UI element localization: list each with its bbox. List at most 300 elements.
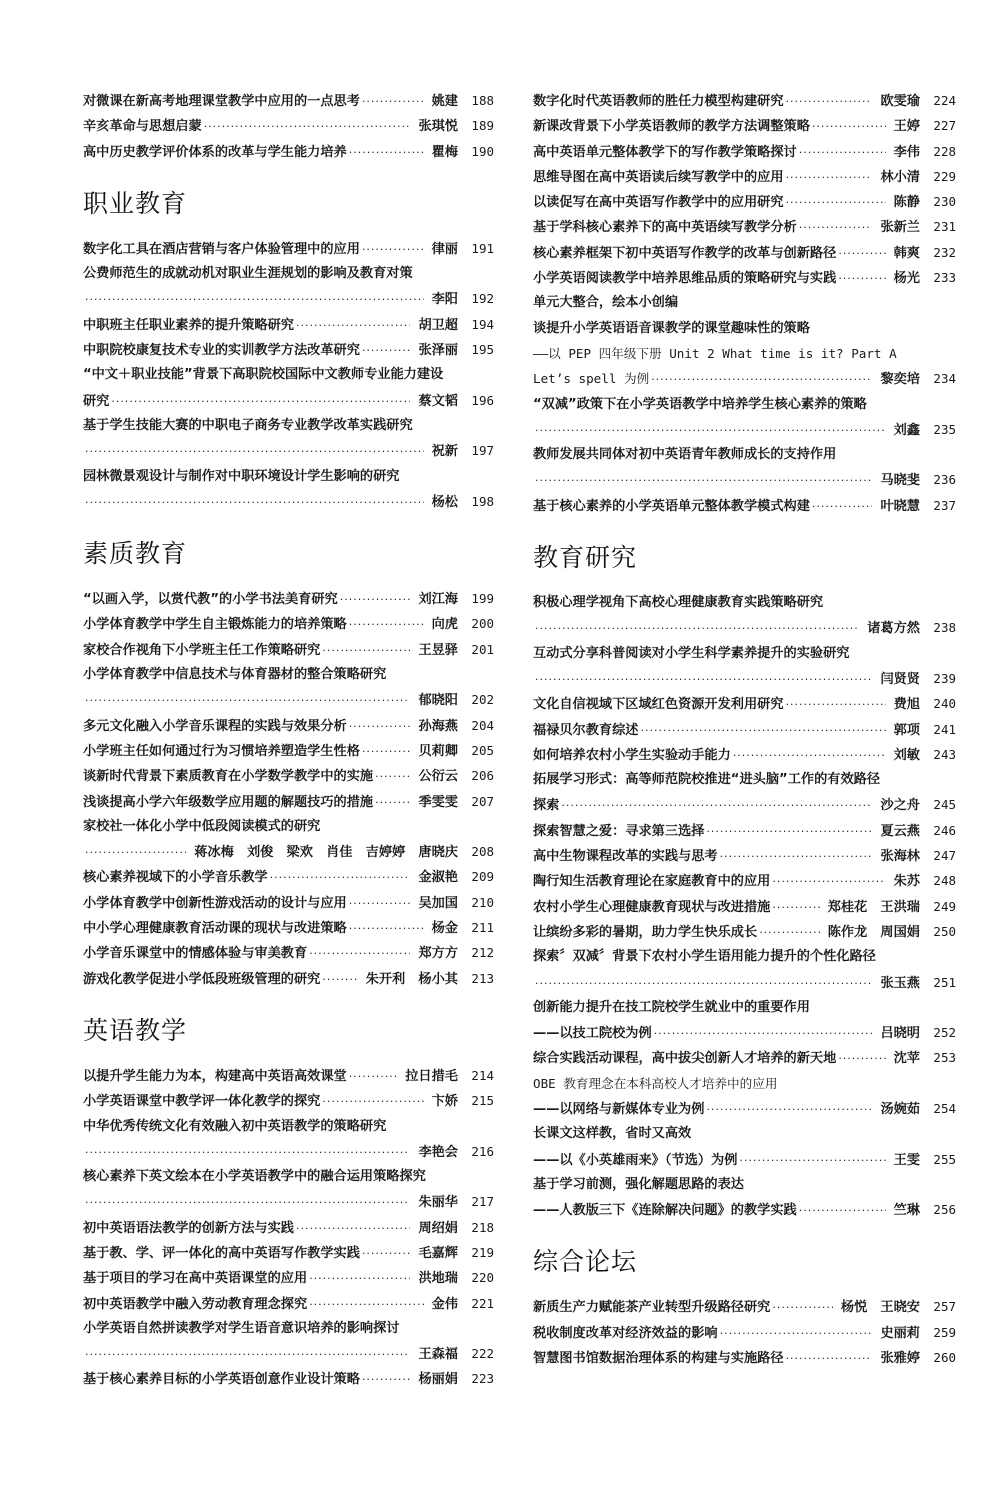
entry-page-number: 220 <box>471 1270 494 1286</box>
toc-entry[interactable] <box>533 1345 956 1370</box>
entry-title-text: 高中英语单元整体教学下的写作教学策略探讨 <box>533 144 797 160</box>
entry-title-text: “以画入学，以赏代教”的小学书法美育研究 <box>83 592 338 608</box>
dot-leader <box>838 1046 885 1071</box>
dot-leader <box>85 439 424 464</box>
entry-page-number: 251 <box>933 974 956 990</box>
dot-leader <box>362 739 411 764</box>
entry-page-number: 250 <box>933 923 956 939</box>
entry-page-number: 241 <box>933 721 956 737</box>
toc-entry[interactable] <box>533 493 956 518</box>
entry-page-number: 202 <box>471 692 494 708</box>
toc-entry[interactable] <box>533 717 956 742</box>
entry-author: 王森福 <box>418 1347 458 1363</box>
entry-page-number: 239 <box>933 670 956 686</box>
toc-entry-line <box>533 792 956 817</box>
dot-leader <box>322 1089 423 1114</box>
entry-title-text: 智慧图书馆数据治理体系的构建与实施路径 <box>533 1351 784 1367</box>
entry-title-text: 高中生物课程改革的实践与思考 <box>533 849 718 865</box>
dot-leader <box>799 140 886 165</box>
entry-title-text: ——以 PEP 四年级下册 Unit 2 What time is it? Part A <box>533 345 897 361</box>
toc-entry-line <box>533 1071 956 1096</box>
entry-author: 向虎 <box>431 617 458 633</box>
entry-author: 汤婉茹 <box>880 1101 920 1117</box>
toc-entry-line <box>533 1294 956 1319</box>
toc-entry-line <box>83 864 494 889</box>
toc-entry[interactable] <box>533 919 956 944</box>
toc-entry-line <box>533 139 956 164</box>
entry-author: 叶晓慧 <box>880 498 920 514</box>
toc-entry-line <box>533 341 956 366</box>
toc-entry[interactable] <box>533 392 956 443</box>
dot-leader <box>759 920 820 945</box>
entry-author: 夏云燕 <box>880 823 920 839</box>
toc-entry-line <box>533 164 956 189</box>
toc-entry-line <box>83 662 494 687</box>
toc-entry[interactable] <box>83 139 494 164</box>
entry-title-text: 多元文化融入小学音乐课程的实践与效果分析 <box>83 718 347 734</box>
toc-entry-line <box>83 113 494 138</box>
toc-entry-line <box>533 467 956 492</box>
entry-author: 刘江海 <box>418 592 458 608</box>
entry-author: 蔡文韬 <box>418 393 458 409</box>
dot-leader <box>85 1140 410 1165</box>
entry-title-text: 小学班主任如何通过行为习惯培养塑造学生性格 <box>83 743 360 759</box>
toc-section <box>533 88 956 518</box>
toc-entry[interactable] <box>83 88 494 113</box>
entry-author: 王昱驿 <box>418 642 458 658</box>
entry-page-number: 223 <box>471 1371 494 1387</box>
toc-entry-line <box>83 940 494 965</box>
entry-page-number: 256 <box>933 1202 956 1218</box>
toc-right-column <box>533 88 956 1370</box>
toc-entry[interactable] <box>83 890 494 915</box>
entry-title-text: “中文＋职业技能”背景下高职院校国际中文教师专业能力建设 <box>83 367 444 383</box>
toc-entry[interactable] <box>533 590 956 641</box>
toc-entry-line <box>83 586 494 611</box>
toc-entry[interactable] <box>533 742 956 767</box>
toc-entry[interactable] <box>533 818 956 843</box>
entry-title-text: 陶行知生活教育理论在家庭教育中的应用 <box>533 874 771 890</box>
dot-leader <box>362 338 411 363</box>
entry-author: 诸葛方然 <box>867 621 920 637</box>
toc-entry[interactable] <box>533 164 956 189</box>
entry-page-number: 217 <box>471 1194 494 1210</box>
toc-entry[interactable] <box>83 586 494 611</box>
entry-title-text: 小学英语阅读教学中培养思维品质的策略研究与实践 <box>533 271 837 287</box>
toc-section <box>533 1244 956 1370</box>
entry-title-text: 文化自信视域下区域红色资源开发利用研究 <box>533 697 784 713</box>
entry-title-text: 核心素养框架下初中英语写作教学的改革与创新路径 <box>533 245 837 261</box>
toc-entry[interactable] <box>533 995 956 1046</box>
entry-page-number: 201 <box>471 641 494 657</box>
entry-page-number: 208 <box>471 844 494 860</box>
entry-title-text: 探索 <box>533 798 560 814</box>
entry-page-number: 190 <box>471 143 494 159</box>
entry-page-number: 228 <box>933 143 956 159</box>
toc-entry[interactable] <box>533 240 956 265</box>
toc-entry-line <box>83 763 494 788</box>
entry-author: 金伟 <box>431 1296 458 1312</box>
toc-entry[interactable] <box>533 767 956 818</box>
entry-author: 瞿梅 <box>431 144 458 160</box>
toc-entry-line <box>533 1172 956 1197</box>
entry-page-number: 200 <box>471 616 494 632</box>
entry-title-text: 农村小学生心理健康教育现状与改进措施 <box>533 899 771 915</box>
toc-entry[interactable] <box>83 1240 494 1265</box>
entry-title-text: 教师发展共同体对初中英语青年教师成长的支持作用 <box>533 447 837 463</box>
entry-title-text: 高中历史教学评价体系的改革与学生能力培养 <box>83 144 347 160</box>
toc-entry[interactable] <box>533 214 956 239</box>
toc-entry-line <box>533 417 956 442</box>
dot-leader <box>309 1292 423 1317</box>
toc-entry-line <box>83 312 494 337</box>
dot-leader <box>349 714 411 739</box>
toc-entry-line <box>533 717 956 742</box>
entry-title-text: 福禄贝尔教育综述 <box>533 722 639 738</box>
toc-entry-line <box>533 240 956 265</box>
dot-leader <box>349 891 411 916</box>
dot-leader <box>535 667 872 692</box>
toc-entry-line <box>83 637 494 662</box>
toc-entry[interactable] <box>83 1088 494 1113</box>
toc-entry[interactable] <box>83 814 494 865</box>
toc-entry[interactable] <box>83 236 494 261</box>
entry-page-number: 237 <box>933 497 956 513</box>
dot-leader <box>322 638 410 663</box>
toc-entry[interactable] <box>533 139 956 164</box>
toc-entry-line <box>83 738 494 763</box>
entry-title-text: 数字化工具在酒店营销与客户体验管理中的应用 <box>83 241 360 257</box>
entry-author: 沙之舟 <box>880 798 920 814</box>
toc-entry-line <box>533 290 956 315</box>
dot-leader <box>349 1064 398 1089</box>
dot-leader <box>535 616 859 641</box>
dot-leader <box>739 1148 885 1173</box>
toc-entry[interactable] <box>83 1114 494 1165</box>
entry-page-number: 210 <box>471 894 494 910</box>
entry-title-text: 基于学科核心素养下的高中英语续写教学分析 <box>533 220 797 236</box>
toc-entry[interactable] <box>533 868 956 893</box>
entry-title-text: 小学英语自然拼读教学对学生语音意识培养的影响探讨 <box>83 1320 400 1336</box>
entry-author: 律丽 <box>431 241 458 257</box>
entry-title-text: 小学英语课堂中教学评一体化教学的探究 <box>83 1094 321 1110</box>
entry-author: 洪地瑞 <box>418 1271 458 1287</box>
entry-author: 吕晓明 <box>880 1026 920 1042</box>
toc-entry[interactable] <box>83 1215 494 1240</box>
dot-leader <box>651 367 872 392</box>
toc-entry-line <box>83 464 494 489</box>
entry-page-number: 227 <box>933 118 956 134</box>
toc-entry-line <box>83 789 494 814</box>
dot-leader <box>535 971 872 996</box>
entry-title-text: 小学音乐课堂中的情感体验与审美教育 <box>83 946 308 962</box>
entry-author: 周绍娟 <box>418 1220 458 1236</box>
entry-title-text: 园林微景观设计与制作对中职环境设计学生影响的研究 <box>83 468 400 484</box>
toc-entry-line <box>533 590 956 615</box>
dot-leader <box>812 494 873 519</box>
toc-entry-line <box>533 1096 956 1121</box>
toc-entry-line <box>83 1088 494 1113</box>
toc-entry[interactable] <box>83 940 494 965</box>
entry-page-number: 199 <box>471 591 494 607</box>
toc-entry-line <box>533 265 956 290</box>
toc-entry[interactable] <box>533 189 956 214</box>
toc-entry-line <box>83 1316 494 1341</box>
toc-entry[interactable] <box>533 290 956 391</box>
entry-title-text: ——人教版三下《连除解决问题》的教学实践 <box>533 1203 797 1219</box>
toc-entry-line <box>83 687 494 712</box>
toc-entry-line <box>533 366 956 391</box>
entry-page-number: 205 <box>471 742 494 758</box>
toc-entry[interactable] <box>83 261 494 312</box>
entry-title-text: 研究 <box>83 393 110 409</box>
entry-page-number: 259 <box>933 1324 956 1340</box>
entry-page-number: 245 <box>933 797 956 813</box>
toc-entry-line <box>533 691 956 716</box>
dot-leader <box>349 916 424 941</box>
entry-page-number: 230 <box>933 194 956 210</box>
toc-entry-line <box>533 1147 956 1172</box>
dot-leader <box>812 114 886 139</box>
entry-page-number: 247 <box>933 848 956 864</box>
toc-entry[interactable] <box>533 88 956 113</box>
entry-author: 毛嘉辉 <box>418 1245 458 1261</box>
entry-author: 竺琳 <box>893 1203 920 1219</box>
entry-page-number: 224 <box>933 93 956 108</box>
toc-entry-line <box>83 1139 494 1164</box>
entry-title-text: 拓展学习形式：高等师范院校推进“进头脑”工作的有效路径 <box>533 772 881 788</box>
toc-entry-line <box>83 1265 494 1290</box>
toc-entry[interactable] <box>533 1294 956 1319</box>
toc-entry-line <box>83 337 494 362</box>
entry-author: 李阳 <box>431 292 458 308</box>
entry-author: 李伟 <box>893 144 920 160</box>
dot-leader <box>535 418 886 443</box>
entry-author: 郁晓阳 <box>418 693 458 709</box>
entry-title-text: 数字化时代英语教师的胜任力模型构建研究 <box>533 94 784 109</box>
entry-page-number: 234 <box>933 371 956 387</box>
entry-title-text: 新课改背景下小学英语教师的教学方法调整策略 <box>533 119 810 135</box>
entry-page-number: 218 <box>471 1219 494 1235</box>
entry-author: 姚建 <box>431 94 458 109</box>
entry-title-text: 互动式分享科普阅读对小学生科学素养提升的实验研究 <box>533 645 850 661</box>
toc-entry-line <box>533 970 956 995</box>
entry-title-text: 中小学心理健康教育活动课的现状与改进策略 <box>83 921 347 937</box>
entry-title-text: 创新能力提升在技工院校学生就业中的重要作用 <box>533 999 810 1015</box>
entry-page-number: 235 <box>933 421 956 437</box>
entry-title-text: 长课文这样教，省时又高效 <box>533 1126 692 1142</box>
toc-entry-line <box>83 814 494 839</box>
toc-entry[interactable] <box>533 843 956 868</box>
entry-page-number: 252 <box>933 1025 956 1041</box>
entry-page-number: 238 <box>933 620 956 636</box>
toc-entry-line <box>83 388 494 413</box>
entry-author: 张雅婷 <box>880 1351 920 1367</box>
entry-page-number: 215 <box>471 1093 494 1109</box>
entry-author: 胡卫超 <box>418 317 458 333</box>
entry-author: 贝莉卿 <box>418 743 458 759</box>
toc-entry[interactable] <box>83 966 494 991</box>
toc-entry[interactable] <box>83 789 494 814</box>
dot-leader <box>799 215 873 240</box>
entry-page-number: 209 <box>471 869 494 885</box>
entry-title-text: ——以《小英雄雨来》（节选）为例 <box>533 1152 738 1168</box>
entry-title-text: 公费师范生的成就动机对职业生涯规划的影响及教育对策 <box>83 266 413 282</box>
toc-entry-line <box>533 1345 956 1370</box>
entry-title-text: 让缤纷多彩的暑期，助力学生快乐成长 <box>533 924 758 940</box>
toc-entry[interactable] <box>533 944 956 995</box>
entry-title-text: 思维导图在高中英语读后续写教学中的应用 <box>533 169 784 185</box>
section-heading: 素质教育 <box>83 539 188 569</box>
entry-author: 祝新 <box>431 444 458 460</box>
toc-entry[interactable] <box>533 1045 956 1070</box>
entry-author: 卞娇 <box>431 1094 458 1110</box>
dot-leader <box>85 287 424 312</box>
entry-author: 李艳会 <box>418 1144 458 1160</box>
toc-entry-line <box>83 1164 494 1189</box>
toc-entry[interactable] <box>83 738 494 763</box>
entry-author: 陈作龙 周国娟 <box>827 924 920 940</box>
entry-page-number: 196 <box>471 392 494 408</box>
dot-leader <box>641 718 886 743</box>
toc-entry-line <box>83 966 494 991</box>
toc-entry[interactable] <box>533 691 956 716</box>
entry-page-number: 229 <box>933 168 956 184</box>
dot-leader <box>375 764 410 789</box>
toc-entry[interactable] <box>83 362 494 413</box>
entry-author: 吴加国 <box>418 895 458 911</box>
toc-entry-line <box>533 189 956 214</box>
entry-page-number: 216 <box>471 1143 494 1159</box>
toc-entry[interactable] <box>83 1366 494 1391</box>
toc-entry[interactable] <box>83 763 494 788</box>
entry-author: 杨金 <box>431 921 458 937</box>
toc-entry[interactable] <box>83 713 494 738</box>
toc-entry[interactable] <box>533 1121 956 1172</box>
section-heading: 职业教育 <box>83 188 188 218</box>
toc-entry[interactable] <box>83 915 494 940</box>
entry-author: 金淑艳 <box>418 870 458 886</box>
entry-title-text: 对微课在新高考地理课堂教学中应用的一点思考 <box>83 94 360 109</box>
entry-page-number: 207 <box>471 793 494 809</box>
toc-entry[interactable] <box>83 637 494 662</box>
toc-entry-line <box>533 818 956 843</box>
entry-page-number: 211 <box>471 920 494 936</box>
entry-page-number: 189 <box>471 118 494 134</box>
toc-entry[interactable] <box>533 442 956 493</box>
entry-title-text: 家校合作视角下小学班主任工作策略研究 <box>83 642 321 658</box>
toc-entry[interactable] <box>83 1316 494 1367</box>
dot-leader <box>535 468 872 493</box>
entry-title-text: 税收制度改革对经济效益的影响 <box>533 1325 718 1341</box>
entry-title-text: Let’s spell 为例 <box>533 371 650 387</box>
toc-entry-line <box>533 88 956 113</box>
toc-left-column <box>83 88 494 1392</box>
toc-entry[interactable] <box>83 113 494 138</box>
section-heading: 综合论坛 <box>533 1247 638 1277</box>
entry-title-text: 辛亥革命与思想启蒙 <box>83 119 202 135</box>
dot-leader <box>204 114 411 139</box>
section-heading: 教育研究 <box>533 543 638 573</box>
toc-entry-line <box>83 611 494 636</box>
dot-leader <box>720 1321 873 1346</box>
toc-entry[interactable] <box>533 641 956 692</box>
toc-entry[interactable] <box>83 611 494 636</box>
entry-title-text: 游戏化教学促进小学低段班级管理的研究 <box>83 971 321 987</box>
toc-entry[interactable] <box>533 894 956 919</box>
entry-page-number: 195 <box>471 342 494 358</box>
toc-entry[interactable] <box>83 662 494 713</box>
dot-leader <box>270 865 411 890</box>
entry-author: 马晓斐 <box>880 473 920 489</box>
entry-title-text: 以提升学生能力为本，构建高中英语高效课堂 <box>83 1068 347 1084</box>
toc-entry-line <box>533 392 956 417</box>
entry-title-text: 基于学习前测，强化解题思路的表达 <box>533 1176 744 1192</box>
toc-entry[interactable] <box>83 312 494 337</box>
toc-entry-line <box>83 362 494 387</box>
entry-author: 刘敏 <box>893 747 920 763</box>
toc-entry-line <box>533 1320 956 1345</box>
entry-page-number: 213 <box>471 970 494 986</box>
toc-entry-line <box>83 261 494 286</box>
dot-leader <box>772 1295 833 1320</box>
toc-entry[interactable] <box>533 265 956 290</box>
dot-leader <box>340 587 411 612</box>
entry-page-number: 206 <box>471 768 494 784</box>
entry-title-text: 探索智慧之爱：寻求第三选择 <box>533 823 705 839</box>
toc-entry-line <box>83 1291 494 1316</box>
entry-title-text: 单元大整合，绘本小创编 <box>533 295 679 311</box>
entry-page-number: 222 <box>471 1346 494 1362</box>
toc-entry[interactable] <box>83 337 494 362</box>
toc-section <box>83 88 494 164</box>
toc-entry-line <box>83 1341 494 1366</box>
toc-entry[interactable] <box>83 864 494 889</box>
dot-leader <box>85 1190 410 1215</box>
entry-author: 郑方方 <box>418 946 458 962</box>
toc-entry[interactable] <box>83 464 494 515</box>
entry-title-text: 积极心理学视角下高校心理健康教育实践策略研究 <box>533 595 824 611</box>
entry-page-number: 249 <box>933 898 956 914</box>
entry-title-text: 探索〞双减〞背景下农村小学生语用能力提升的个性化路径 <box>533 949 876 965</box>
entry-page-number: 253 <box>933 1050 956 1066</box>
toc-entry[interactable] <box>83 413 494 464</box>
toc-entry-line <box>83 1366 494 1391</box>
toc-entry-line <box>83 1189 494 1214</box>
entry-page-number: 197 <box>471 443 494 459</box>
toc-section <box>83 1013 494 1392</box>
toc-entry[interactable] <box>533 1172 956 1223</box>
toc-entry[interactable] <box>83 1164 494 1215</box>
dot-leader <box>296 1216 410 1241</box>
entry-author: 朱开利 杨小其 <box>365 971 458 987</box>
toc-entry[interactable] <box>533 1320 956 1345</box>
toc-entry-line <box>533 113 956 138</box>
toc-entry[interactable] <box>83 1291 494 1316</box>
dot-leader <box>720 844 873 869</box>
toc-entry[interactable] <box>533 113 956 138</box>
toc-entry[interactable] <box>83 1265 494 1290</box>
toc-entry[interactable] <box>533 1071 956 1122</box>
dot-leader <box>85 840 186 865</box>
toc-entry[interactable] <box>83 1063 494 1088</box>
toc-entry-line <box>83 236 494 261</box>
toc-entry-line <box>533 843 956 868</box>
toc-entry-line <box>83 839 494 864</box>
entry-author: 史丽莉 <box>880 1325 920 1341</box>
entry-title-text: 初中英语教学中融入劳动教育理念探究 <box>83 1296 308 1312</box>
dot-leader <box>838 241 885 266</box>
